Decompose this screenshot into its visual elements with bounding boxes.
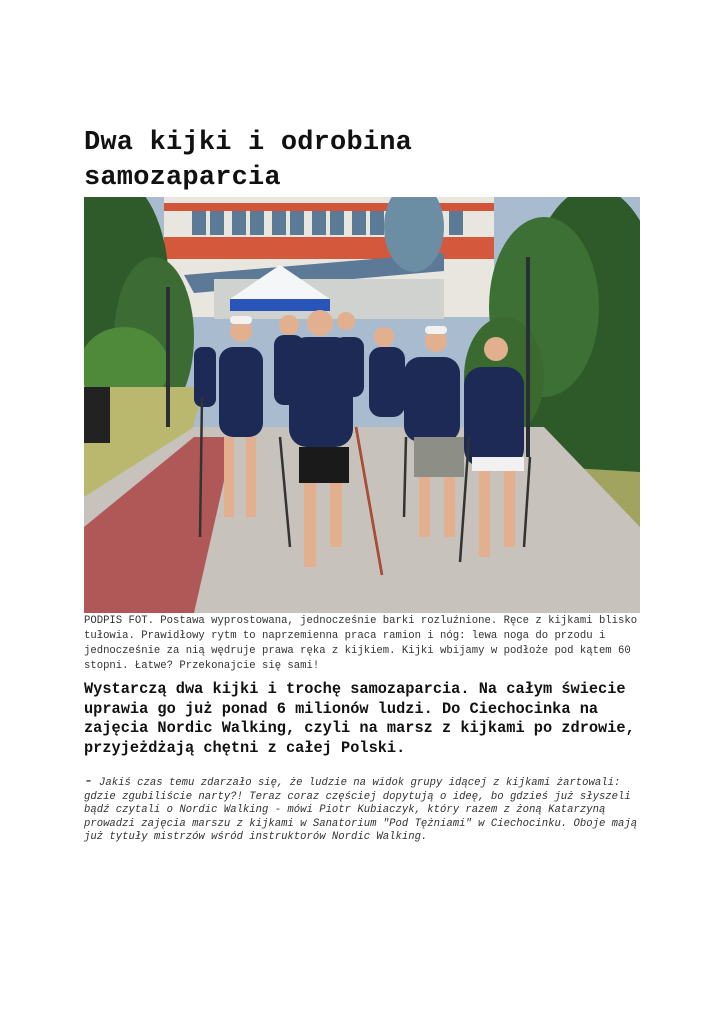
quote-text: Jakiś czas temu zdarzało się, że ludzie na widok grupy idącej z kijkami żartowali: gdzie zgubiliście narty?! Teraz coraz częściej dopytują o ideę, bo gdzieś już słyszeli bądź czytali o Nordic Walking - mówi Piotr Kubiaczyk, który razem z żoną Katarzyną prowadzi zajęcia marszu z kijkami w Sanatorium "Pod Tężniami" w Ciechocinku. Oboje mają już tytuły mistrzów wśród instruktorów Nordic Walking. (84, 777, 638, 844)
quote-dash: - (84, 773, 94, 790)
article-photo (84, 197, 640, 613)
article-lead: Wystarczą dwa kijki i trochę samozaparcia. Na całym świecie uprawia go już ponad 6 milionów ludzi. Do Ciechocinka na zajęcia Nordic Walking, czyli na marsz z kijkami po zdrowie, przyjeżdżają chętni z całej Polski. (84, 680, 635, 757)
photo-nordic-walking-group (84, 197, 640, 613)
article-title: Dwa kijki i odrobina samozaparcia (84, 128, 413, 193)
photo-caption: PODPIS FOT. Postawa wyprostowana, jednocześnie barki rozluźnione. Ręce z kijkami blisko tułowia. Prawidłowy rytm to naprzemienna praca ramion i nóg: lewa noga do przodu i jednocześnie za nią wędruje prawa ręka z kijkiem. Kijki wbijamy w podłoże pod kątem 60 stopni. Łatwe? Przekonajcie się sami! (84, 615, 638, 672)
article-quote (84, 775, 644, 845)
